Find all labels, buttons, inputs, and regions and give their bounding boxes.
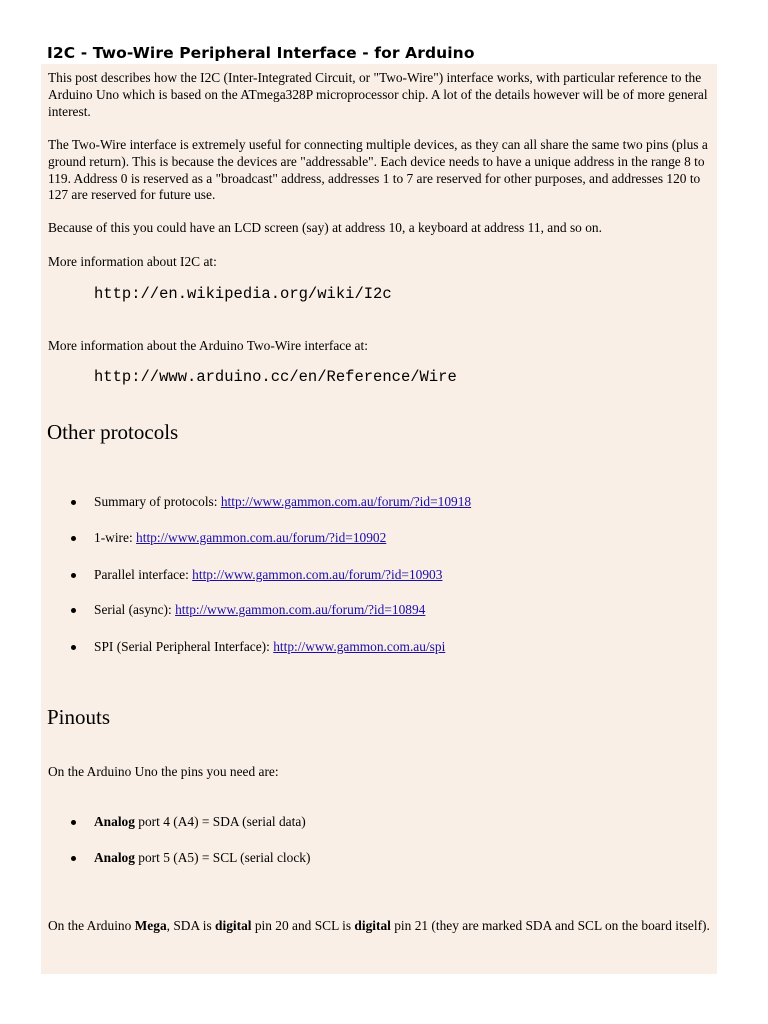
protocol-label: SPI (Serial Peripheral Interface):	[94, 639, 274, 654]
pinouts-intro: On the Arduino Uno the pins you need are:	[48, 764, 279, 779]
bullet-icon	[71, 645, 76, 650]
pin-description: port 4 (A4) = SDA (serial data)	[134, 814, 306, 829]
i2c-info-label: More information about I2C at:	[48, 254, 217, 269]
protocol-summary-link[interactable]: http://www.gammon.com.au/forum/?id=10918	[220, 494, 472, 509]
serial-async-link[interactable]: http://www.gammon.com.au/forum/?id=10894	[175, 602, 426, 617]
list-item	[94, 639, 445, 655]
wire-info-label: More information about the Arduino Two-Wire interface at:	[48, 338, 368, 353]
list-item	[94, 567, 442, 583]
intro-paragraph-1: This post describes how the I2C (Inter-Integrated Circuit, or "Two-Wire") interface works, with particular reference to the Arduino Uno which is based on the ATmega328P microprocessor chip. A lot of the details however will be of more general interest.	[48, 70, 708, 119]
spi-link[interactable]: http://www.gammon.com.au/spi	[273, 639, 446, 654]
protocol-label: Summary of protocols:	[94, 494, 221, 509]
bullet-icon	[71, 856, 76, 861]
bullet-icon	[71, 536, 76, 541]
mega-text: , SDA is	[166, 918, 216, 933]
parallel-interface-link[interactable]: http://www.gammon.com.au/forum/?id=10903	[192, 567, 443, 582]
pinouts-heading: Pinouts	[47, 705, 111, 729]
mega-paragraph	[48, 918, 714, 935]
intro-paragraph-3: Because of this you could have an LCD screen (say) at address 10, a keyboard at address 11, and so on.	[48, 220, 602, 235]
digital-bold: digital	[215, 918, 252, 933]
digital-bold: digital	[354, 918, 391, 933]
protocol-label: Serial (async):	[94, 602, 176, 617]
one-wire-link[interactable]: http://www.gammon.com.au/forum/?id=10902	[136, 530, 387, 545]
bullet-icon	[71, 608, 76, 613]
intro-paragraph-2: The Two-Wire interface is extremely useful for connecting multiple devices, as they can all share the same two pins (plus a ground return). This is because the devices are "addressable". Each device needs to have a unique address in the range 8 to 119. Address 0 is reserved as a "broadcast" address, addresses 1 to 7 are reserved for other purposes, and addresses 120 to 127 are reserved for future use.	[48, 137, 708, 203]
list-item	[94, 494, 471, 510]
list-item	[94, 602, 425, 618]
bullet-icon	[71, 820, 76, 825]
mega-text: On the Arduino	[48, 918, 135, 933]
pin-type: Analog	[94, 850, 135, 865]
protocol-label: 1-wire:	[94, 530, 137, 545]
mega-bold: Mega	[134, 918, 167, 933]
list-item	[94, 530, 386, 546]
wikipedia-url: http://en.wikipedia.org/wiki/I2c	[94, 285, 392, 303]
list-item	[94, 814, 306, 830]
mega-text: pin 21 (they are marked SDA and SCL on the board itself).	[390, 918, 710, 933]
page-title: I2C - Two-Wire Peripheral Interface - for Arduino	[47, 44, 475, 62]
other-protocols-heading: Other protocols	[47, 420, 179, 444]
pin-type: Analog	[94, 814, 135, 829]
mega-text: pin 20 and SCL is	[251, 918, 355, 933]
bullet-icon	[71, 573, 76, 578]
list-item	[94, 850, 310, 866]
arduino-wire-url: http://www.arduino.cc/en/Reference/Wire	[94, 368, 457, 386]
bullet-icon	[71, 500, 76, 505]
pin-description: port 5 (A5) = SCL (serial clock)	[134, 850, 311, 865]
protocol-label: Parallel interface:	[94, 567, 193, 582]
